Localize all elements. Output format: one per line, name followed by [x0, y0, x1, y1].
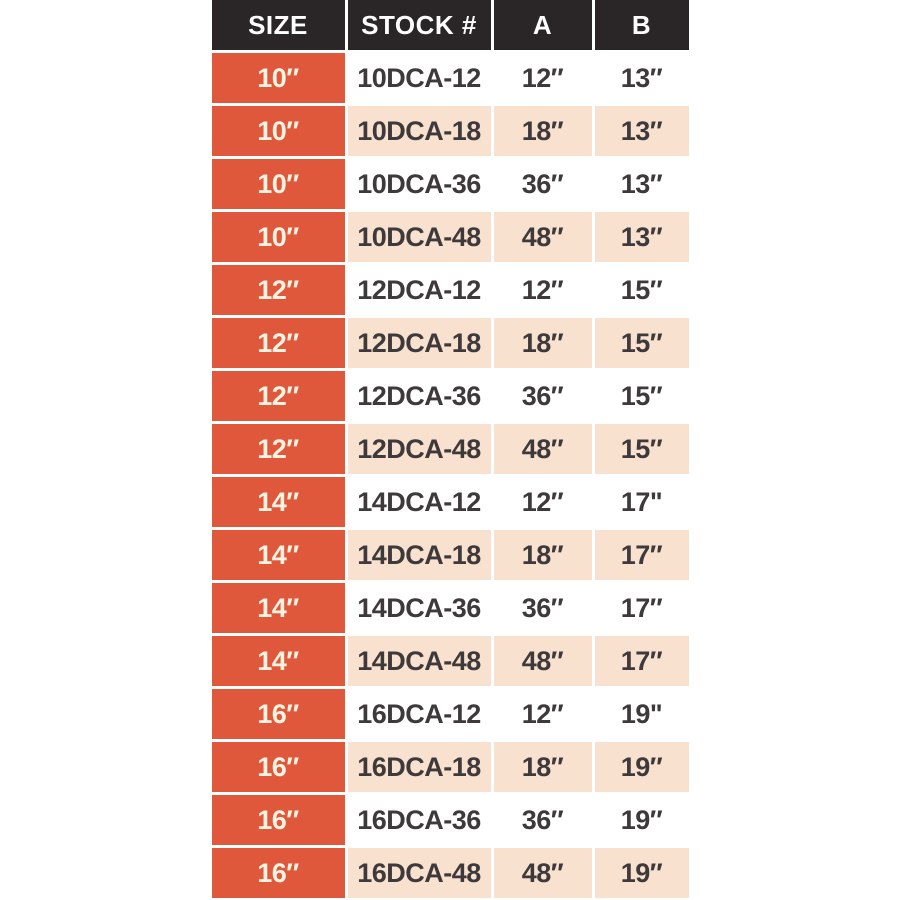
table-row — [212, 212, 689, 262]
table-header-row — [212, 0, 689, 50]
stock-number-cell: 12DCA-12 — [348, 265, 491, 315]
b-dimension-cell: 19″ — [595, 848, 689, 898]
b-dimension-cell: 19" — [595, 689, 689, 739]
b-dimension-cell: 17″ — [595, 636, 689, 686]
b-dimension-cell: 13″ — [595, 106, 689, 156]
stock-number-cell: 12DCA-36 — [348, 371, 491, 421]
b-dimension-cell: 17" — [595, 477, 689, 527]
table-row — [212, 795, 689, 845]
b-dimension-cell: 15″ — [595, 318, 689, 368]
b-dimension-cell: 15″ — [595, 265, 689, 315]
table-row — [212, 636, 689, 686]
size-cell: 12″ — [212, 318, 345, 368]
header-a-dimension: A — [494, 0, 592, 50]
a-dimension-cell: 36″ — [494, 159, 592, 209]
a-dimension-cell: 36″ — [494, 795, 592, 845]
a-dimension-cell: 18″ — [494, 106, 592, 156]
size-cell: 16″ — [212, 742, 345, 792]
header-stock-number: STOCK # — [348, 0, 491, 50]
stock-number-cell: 10DCA-36 — [348, 159, 491, 209]
b-dimension-cell: 15″ — [595, 371, 689, 421]
size-cell: 14″ — [212, 530, 345, 580]
size-cell: 12″ — [212, 265, 345, 315]
stock-number-cell: 14DCA-48 — [348, 636, 491, 686]
table-row — [212, 848, 689, 898]
size-cell: 16″ — [212, 689, 345, 739]
b-dimension-cell: 13″ — [595, 212, 689, 262]
a-dimension-cell: 48″ — [494, 848, 592, 898]
table-row — [212, 530, 689, 580]
stock-number-cell: 12DCA-18 — [348, 318, 491, 368]
stock-number-cell: 12DCA-48 — [348, 424, 491, 474]
b-dimension-cell: 15″ — [595, 424, 689, 474]
table-row — [212, 318, 689, 368]
header-size: SIZE — [212, 0, 345, 50]
size-cell: 14″ — [212, 636, 345, 686]
header-b-dimension: B — [595, 0, 689, 50]
b-dimension-cell: 13″ — [595, 53, 689, 103]
stock-number-cell: 14DCA-36 — [348, 583, 491, 633]
a-dimension-cell: 36″ — [494, 583, 592, 633]
a-dimension-cell: 48″ — [494, 636, 592, 686]
table-row — [212, 265, 689, 315]
stock-number-cell: 10DCA-48 — [348, 212, 491, 262]
table-row — [212, 477, 689, 527]
size-cell: 14″ — [212, 583, 345, 633]
size-cell: 10″ — [212, 53, 345, 103]
table-row — [212, 371, 689, 421]
size-cell: 10″ — [212, 212, 345, 262]
size-cell: 10″ — [212, 159, 345, 209]
stock-number-cell: 10DCA-18 — [348, 106, 491, 156]
b-dimension-cell: 17″ — [595, 530, 689, 580]
a-dimension-cell: 18″ — [494, 530, 592, 580]
a-dimension-cell: 18″ — [494, 318, 592, 368]
b-dimension-cell: 13″ — [595, 159, 689, 209]
size-cell: 10″ — [212, 106, 345, 156]
table-row — [212, 106, 689, 156]
stock-number-cell: 10DCA-12 — [348, 53, 491, 103]
stock-number-cell: 14DCA-18 — [348, 530, 491, 580]
b-dimension-cell: 19″ — [595, 795, 689, 845]
table-row — [212, 159, 689, 209]
a-dimension-cell: 48″ — [494, 424, 592, 474]
table-row — [212, 583, 689, 633]
size-cell: 16″ — [212, 848, 345, 898]
table-body — [212, 53, 689, 898]
size-cell: 16″ — [212, 795, 345, 845]
size-cell: 12″ — [212, 424, 345, 474]
table-row — [212, 53, 689, 103]
table-row — [212, 424, 689, 474]
b-dimension-cell: 19″ — [595, 742, 689, 792]
stock-number-cell: 16DCA-18 — [348, 742, 491, 792]
a-dimension-cell: 18″ — [494, 742, 592, 792]
stock-number-cell: 14DCA-12 — [348, 477, 491, 527]
stock-number-cell: 16DCA-36 — [348, 795, 491, 845]
a-dimension-cell: 36″ — [494, 371, 592, 421]
table-row — [212, 742, 689, 792]
spec-table — [212, 0, 689, 898]
a-dimension-cell: 48″ — [494, 212, 592, 262]
size-cell: 12″ — [212, 371, 345, 421]
stock-number-cell: 16DCA-12 — [348, 689, 491, 739]
b-dimension-cell: 17″ — [595, 583, 689, 633]
a-dimension-cell: 12″ — [494, 265, 592, 315]
a-dimension-cell: 12″ — [494, 53, 592, 103]
stock-number-cell: 16DCA-48 — [348, 848, 491, 898]
a-dimension-cell: 12″ — [494, 477, 592, 527]
table-row — [212, 689, 689, 739]
size-cell: 14″ — [212, 477, 345, 527]
a-dimension-cell: 12″ — [494, 689, 592, 739]
